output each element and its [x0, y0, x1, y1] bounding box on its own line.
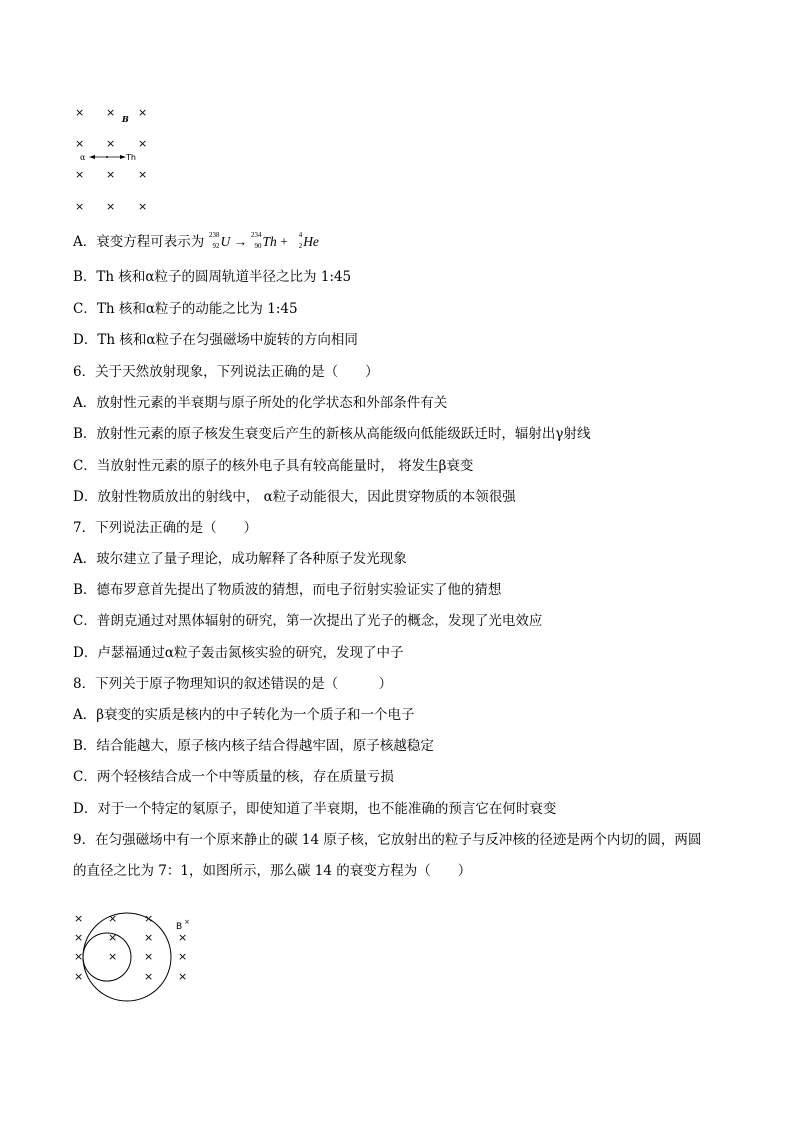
svg-text:×: × [106, 200, 116, 213]
svg-text:×: × [75, 200, 85, 213]
svg-text:×: × [108, 931, 118, 944]
q6-option-a: A．放射性元素的半衰期与原子所处的化学状态和外部条件有关 [73, 395, 448, 411]
th-symbol: Th [262, 234, 277, 249]
u-symbol: U [220, 234, 231, 249]
svg-text:×: × [75, 168, 85, 181]
plus: + [276, 234, 292, 249]
svg-text:×: × [108, 950, 118, 963]
svg-text:×: × [74, 950, 84, 963]
arrow: → [230, 234, 251, 249]
q7-option-c: C．普朗克通过对黑体辐射的研究，第一次提出了光子的概念，发现了光电效应 [73, 613, 543, 629]
u-charge-number: 92 [212, 242, 220, 250]
q6-option-d: D．放射性物质放出的射线中， α粒子动能很大，因此贯穿物质的本领很强 [73, 489, 516, 505]
svg-text:×: × [106, 137, 116, 150]
q6-option-c: C．当放射性元素的原子的核外电子具有较高能量时， 将发生β衰变 [73, 458, 474, 474]
svg-text:×: × [178, 970, 188, 983]
th-label: Th [126, 153, 136, 162]
q6-stem: 6．关于天然放射现象，下列说法正确的是（ ） [73, 364, 379, 380]
field-cross-marks [75, 106, 147, 213]
svg-text:×: × [75, 137, 85, 150]
q5-option-a-prefix: A．衰变方程可表示为 [73, 234, 209, 250]
th-mass-number: 234 [251, 231, 262, 239]
svg-text:×: × [144, 912, 154, 925]
he-charge-number: 2 [298, 242, 303, 250]
field-label-cross: × [184, 918, 190, 926]
svg-text:×: × [74, 912, 84, 925]
figure-2-tangent-circles [70, 905, 200, 1010]
svg-text:×: × [178, 950, 188, 963]
svg-text:×: × [138, 106, 148, 119]
field-label-b: B [122, 114, 129, 124]
he-mass-number: 4 [298, 231, 303, 239]
u-mass-number: 238 [209, 231, 220, 239]
q7-stem: 7．下列说法正确的是（ ） [73, 520, 258, 536]
figure-1-magnetic-field [70, 100, 160, 215]
svg-text:×: × [138, 168, 148, 181]
q8-option-d: D．对于一个特定的氡原子，即使知道了半衰期，也不能准确的预言它在何时衰变 [73, 801, 557, 817]
large-circle-track [83, 913, 171, 1001]
q5-option-c: C．Th 核和α粒子的动能之比为 1:45 [73, 301, 298, 317]
svg-text:×: × [106, 168, 116, 181]
he-symbol: He [303, 234, 319, 249]
svg-text:×: × [144, 970, 154, 983]
svg-text:×: × [75, 106, 85, 119]
svg-text:×: × [138, 137, 148, 150]
q9-stem-line-2: 的直径之比为 7：1，如图所示，那么碳 14 的衰变方程为（ ） [73, 863, 472, 879]
q5-option-d: D．Th 核和α粒子在匀强磁场中旋转的方向相同 [73, 332, 358, 348]
svg-text:×: × [74, 970, 84, 983]
th-charge-number: 90 [254, 242, 262, 250]
svg-text:×: × [108, 912, 118, 925]
svg-text:×: × [144, 931, 154, 944]
q6-option-b: B．放射性元素的原子核发生衰变后产生的新核从高能级向低能级跃迁时，辐射出γ射线 [73, 426, 591, 442]
q8-option-c: C．两个轻核结合成一个中等质量的核，存在质量亏损 [73, 769, 394, 785]
decay-equation [209, 231, 319, 250]
q7-option-b: B．德布罗意首先提出了物质波的猜想，而电子衍射实验证实了他的猜想 [73, 582, 502, 598]
svg-text:×: × [178, 931, 188, 944]
svg-text:×: × [106, 106, 116, 119]
q8-stem: 8．下列关于原子物理知识的叙述错误的是（ ） [73, 676, 393, 692]
q7-option-d: D．卢瑟福通过α粒子轰击氮核实验的研究，发现了中子 [73, 645, 404, 661]
svg-text:×: × [74, 931, 84, 944]
svg-text:×: × [138, 200, 148, 213]
nucleus-dot [106, 156, 108, 158]
q8-option-b: B．结合能越大，原子核内核子结合得越牢固，原子核越稳定 [73, 738, 434, 754]
q9-stem-line-1: 9．在匀强磁场中有一个原来静止的碳 14 原子核，它放射出的粒子与反冲核的径迹是两个内切的圆，两圆 [73, 832, 702, 848]
small-circle-track [83, 933, 131, 981]
alpha-label: α [80, 153, 86, 162]
q5-option-b: B．Th 核和α粒子的圆周轨道半径之比为 1:45 [73, 269, 352, 285]
q8-option-a: A．β衰变的实质是核内的中子转化为一个质子和一个电子 [73, 707, 415, 723]
arrow-head-left [89, 155, 95, 159]
q5-option-a [73, 232, 319, 252]
q7-option-a: A．玻尔建立了量子理论，成功解释了各种原子发光现象 [73, 551, 407, 567]
field-label-b: B [176, 922, 183, 932]
svg-text:×: × [144, 950, 154, 963]
